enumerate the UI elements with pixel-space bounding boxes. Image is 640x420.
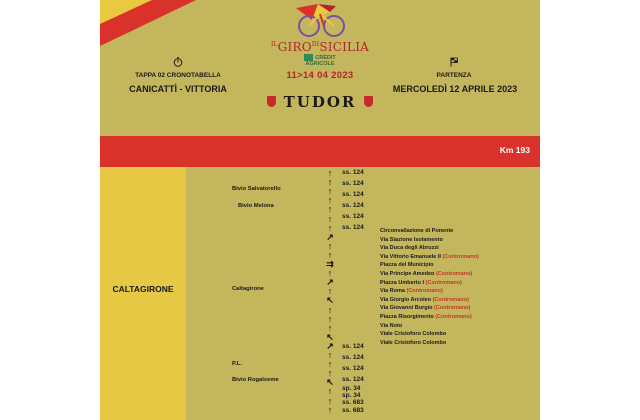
place-label: Bivio Melona — [238, 203, 274, 209]
road-number: ss. 124 — [342, 213, 364, 220]
credit-agricole-icon — [304, 54, 313, 61]
up-arrow-icon: ↑ — [327, 240, 333, 251]
stage-route: CANICATTÌ - VITTORIA — [129, 84, 227, 94]
up-arrow-icon: ↑ — [327, 268, 333, 279]
place-label: P.L. — [232, 361, 242, 367]
event-title: $^{IL}GIRO^{DI}SICILIA$ — [270, 40, 370, 54]
up-arrow-icon: ↑ — [327, 404, 333, 415]
up-right-arrow-icon: ↗ — [326, 340, 334, 351]
town-column — [100, 167, 186, 420]
street-item — [380, 237, 443, 243]
up-arrow-icon: ↑ — [327, 213, 333, 224]
street-item — [380, 228, 453, 234]
street-name: Via Giovanni Burgio — [380, 305, 433, 312]
event-dates: 11>14 04 2023 — [286, 70, 354, 81]
street-item — [380, 331, 446, 337]
up-left-arrow-icon: ↖ — [326, 295, 334, 306]
route-details — [186, 167, 540, 420]
street-name: Viale Cristoforo Colombo — [380, 339, 447, 346]
place-label: Caltagirone — [232, 286, 264, 292]
road-number: ss. 124 — [342, 202, 364, 209]
up-arrow-icon: ↑ — [327, 195, 333, 206]
up-arrow-icon: ↑ — [327, 313, 333, 324]
up-arrow-icon: ↑ — [327, 322, 333, 333]
distance-band — [100, 136, 540, 167]
start-label: PARTENZA — [436, 72, 472, 79]
street-name: Piazza Risorgimento — [380, 314, 434, 320]
road-number: ss. 124 — [342, 191, 364, 198]
street-note: (Contromano) — [435, 314, 472, 320]
street-item — [380, 288, 443, 294]
street-name: Via Noto — [380, 322, 403, 329]
street-note: (Contromano) — [425, 279, 462, 286]
street-item — [380, 245, 439, 251]
road-number: ss. 124 — [342, 376, 364, 383]
up-arrow-icon: ↑ — [327, 304, 333, 315]
road-number: ss. 124 — [342, 180, 364, 187]
town-name: CALTAGIRONE — [112, 284, 174, 294]
street-name: Via Roma — [380, 288, 405, 295]
up-arrow-icon: ↑ — [327, 204, 333, 215]
road-number: sp. 34 — [342, 385, 361, 392]
up-arrow-icon: ↑ — [327, 350, 333, 360]
cyclist-logo-icon — [290, 2, 352, 42]
street-note: (Contromano) — [406, 288, 443, 295]
street-note: (Contromano) — [442, 253, 479, 260]
stage-type: TAPPA 02 CRONOTABELLA — [135, 72, 221, 79]
street-name: Piazza Umberto I — [380, 279, 425, 286]
up-left-arrow-icon: ↖ — [326, 331, 334, 342]
up-arrow-icon: ↑ — [327, 368, 333, 379]
up-right-arrow-icon: ↗ — [326, 231, 334, 242]
street-name: Via Duca degli Abruzzi — [380, 245, 439, 252]
road-number: ss. 124 — [342, 365, 364, 372]
street-item — [380, 254, 479, 260]
up-right-arrow-icon: ↗ — [326, 277, 334, 288]
up-arrow-icon: ↑ — [327, 249, 333, 260]
street-note: (Contromano) — [435, 271, 473, 277]
stopwatch-icon — [173, 57, 183, 67]
up-arrow-icon: ↑ — [327, 286, 333, 297]
street-name: Via Giorgio Arcoleo — [380, 296, 432, 303]
street-name: Viale Cristoforo Colombo — [380, 331, 447, 338]
shield-icon — [267, 96, 276, 107]
street-name: Piazza del Municipio — [380, 262, 434, 269]
up-arrow-icon: ↑ — [327, 186, 333, 197]
road-number: ss. 124 — [342, 354, 364, 361]
street-name: Via Principe Amedeo — [380, 271, 435, 277]
road-number: sp. 34 — [342, 392, 361, 399]
start-flag-icon — [449, 57, 459, 67]
sponsor-logo: CRÉDIT AGRICOLE — [305, 54, 336, 67]
up-arrow-icon: ↑ — [327, 222, 333, 233]
street-name: Via Stazione Isolamento — [380, 236, 443, 243]
up-arrow-icon: ↑ — [327, 168, 333, 178]
road-number: ss. 124 — [342, 343, 364, 350]
street-name: Via Vittorio Emanuele II — [380, 253, 441, 260]
roundabout-icon: ⇉ — [326, 259, 334, 269]
road-number: ss. 124 — [342, 169, 364, 176]
up-arrow-icon: ↑ — [327, 386, 333, 397]
street-item — [380, 280, 462, 286]
shield-icon — [364, 96, 373, 107]
road-number: ss. 683 — [342, 407, 364, 414]
street-item — [380, 314, 472, 320]
start-date: MERCOLEDÌ 12 APRILE 2023 — [392, 84, 518, 94]
street-item — [380, 340, 446, 346]
place-label: Bivio Rogalseme — [232, 377, 279, 383]
distance-label: Km 193 — [499, 145, 530, 155]
tudor-brand: TUDOR — [270, 93, 370, 111]
street-item — [380, 297, 469, 303]
place-label: Bivio Salvatorello — [232, 186, 281, 192]
street-item — [380, 271, 472, 277]
up-left-arrow-icon: ↖ — [326, 377, 334, 388]
street-item — [380, 323, 402, 329]
road-number: ss. 683 — [342, 399, 364, 406]
road-number: ss. 124 — [342, 224, 364, 231]
header — [100, 0, 540, 135]
corner-decoration-yellow — [100, 0, 152, 24]
street-name: Circonvallazione di Ponente — [380, 228, 454, 234]
up-arrow-icon: ↑ — [327, 177, 333, 188]
street-item — [380, 305, 470, 311]
up-arrow-icon: ↑ — [327, 395, 333, 406]
street-item — [380, 262, 433, 268]
street-note: (Contromano) — [432, 296, 469, 303]
up-arrow-icon: ↑ — [327, 359, 333, 370]
route-sheet — [100, 0, 540, 420]
street-note: (Contromano) — [434, 305, 471, 312]
